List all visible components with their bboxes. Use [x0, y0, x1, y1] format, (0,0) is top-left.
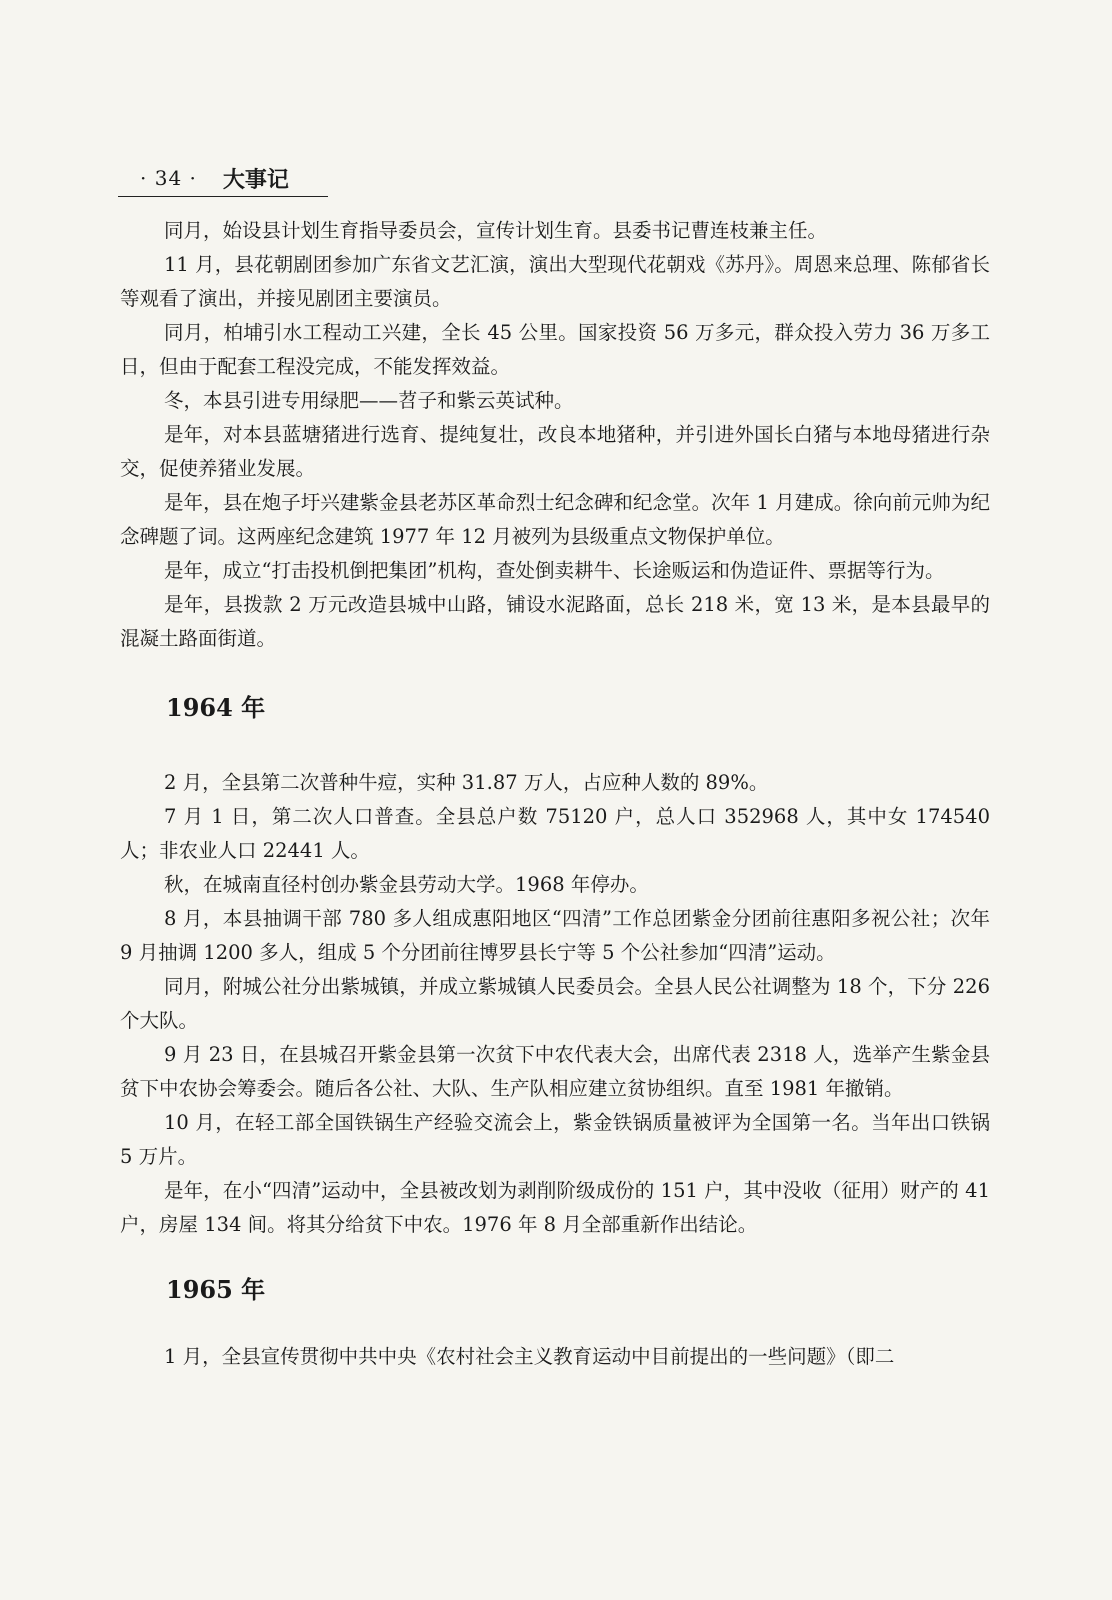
year-heading-1965: [120, 1260, 990, 1320]
paragraph: 同月，始设县计划生育指导委员会，宣传计划生育。县委书记曹连枝兼主任。: [164, 219, 828, 242]
paragraph: 7 月 1 日，第二次人口普查。全县总户数 75120 户，总人口 352968 人，其中女 174540 人；非农业人口 22441 人。: [120, 805, 990, 862]
year-heading-1964: [120, 678, 990, 738]
page-body: [120, 214, 990, 1374]
year-unit: 年: [241, 1276, 266, 1304]
year-number: 1965: [166, 1275, 233, 1304]
paragraph: 同月，柏埔引水工程动工兴建，全长 45 公里。国家投资 56 万多元，群众投入劳力 36 万多工日，但由于配套工程没完成，不能发挥效益。: [120, 321, 990, 378]
paragraph: 秋，在城南直径村创办紫金县劳动大学。1968 年停办。: [164, 873, 649, 896]
year-unit: 年: [241, 694, 266, 722]
paragraph: 8 月，本县抽调干部 780 多人组成惠阳地区“四清”工作总团紫金分团前往惠阳多祝公社；次年 9 月抽调 1200 多人，组成 5 个分团前往博罗县长宁等 5 个公社参加“四清”运动。: [120, 907, 990, 964]
paragraph: 冬，本县引进专用绿肥——苕子和紫云英试种。: [164, 389, 574, 412]
paragraph: 9 月 23 日，在县城召开紫金县第一次贫下中农代表大会，出席代表 2318 人，选举产生紫金县贫下中农协会筹委会。随后各公社、大队、生产队相应建立贫协组织。直至 1981 年撤销。: [120, 1043, 990, 1100]
paragraph: 是年，县在炮子圩兴建紫金县老苏区革命烈士纪念碑和纪念堂。次年 1 月建成。徐向前元帅为纪念碑题了词。这两座纪念建筑 1977 年 12 月被列为县级重点文物保护单位。: [120, 491, 990, 548]
paragraph: 11 月，县花朝剧团参加广东省文艺汇演，演出大型现代花朝戏《苏丹》。周恩来总理、陈郁省长等观看了演出，并接见剧团主要演员。: [120, 253, 990, 310]
paragraph: 是年，对本县蓝塘猪进行选育、提纯复壮，改良本地猪种，并引进外国长白猪与本地母猪进行杂交，促使养猪业发展。: [120, 423, 990, 480]
paragraph: 10 月，在轻工部全国铁锅生产经验交流会上，紫金铁锅质量被评为全国第一名。当年出口铁锅 5 万片。: [120, 1111, 990, 1168]
paragraph: 1 月，全县宣传贯彻中共中央《农村社会主义教育运动中目前提出的一些问题》（即二: [164, 1345, 895, 1368]
paragraph: 是年，成立“打击投机倒把集团”机构，查处倒卖耕牛、长途贩运和伪造证件、票据等行为。: [164, 559, 945, 582]
year-number: 1964: [166, 693, 233, 722]
paragraph: 同月，附城公社分出紫城镇，并成立紫城镇人民委员会。全县人民公社调整为 18 个，下分 226 个大队。: [120, 975, 990, 1032]
page-number: · 34 ·: [140, 166, 197, 190]
paragraph: 2 月，全县第二次普种牛痘，实种 31.87 万人，占应种人数的 89%。: [164, 771, 769, 794]
section-title: 大事记: [222, 167, 289, 193]
running-header: [118, 160, 328, 197]
paragraph: 是年，在小“四清”运动中，全县被改划为剥削阶级成份的 151 户，其中没收（征用）财产的 41 户，房屋 134 间。将其分给贫下中农。1976 年 8 月全部重新作出结论。: [120, 1179, 990, 1236]
paragraph: 是年，县拨款 2 万元改造县城中山路，铺设水泥路面，总长 218 米，宽 13 米，是本县最早的混凝土路面街道。: [120, 593, 990, 650]
